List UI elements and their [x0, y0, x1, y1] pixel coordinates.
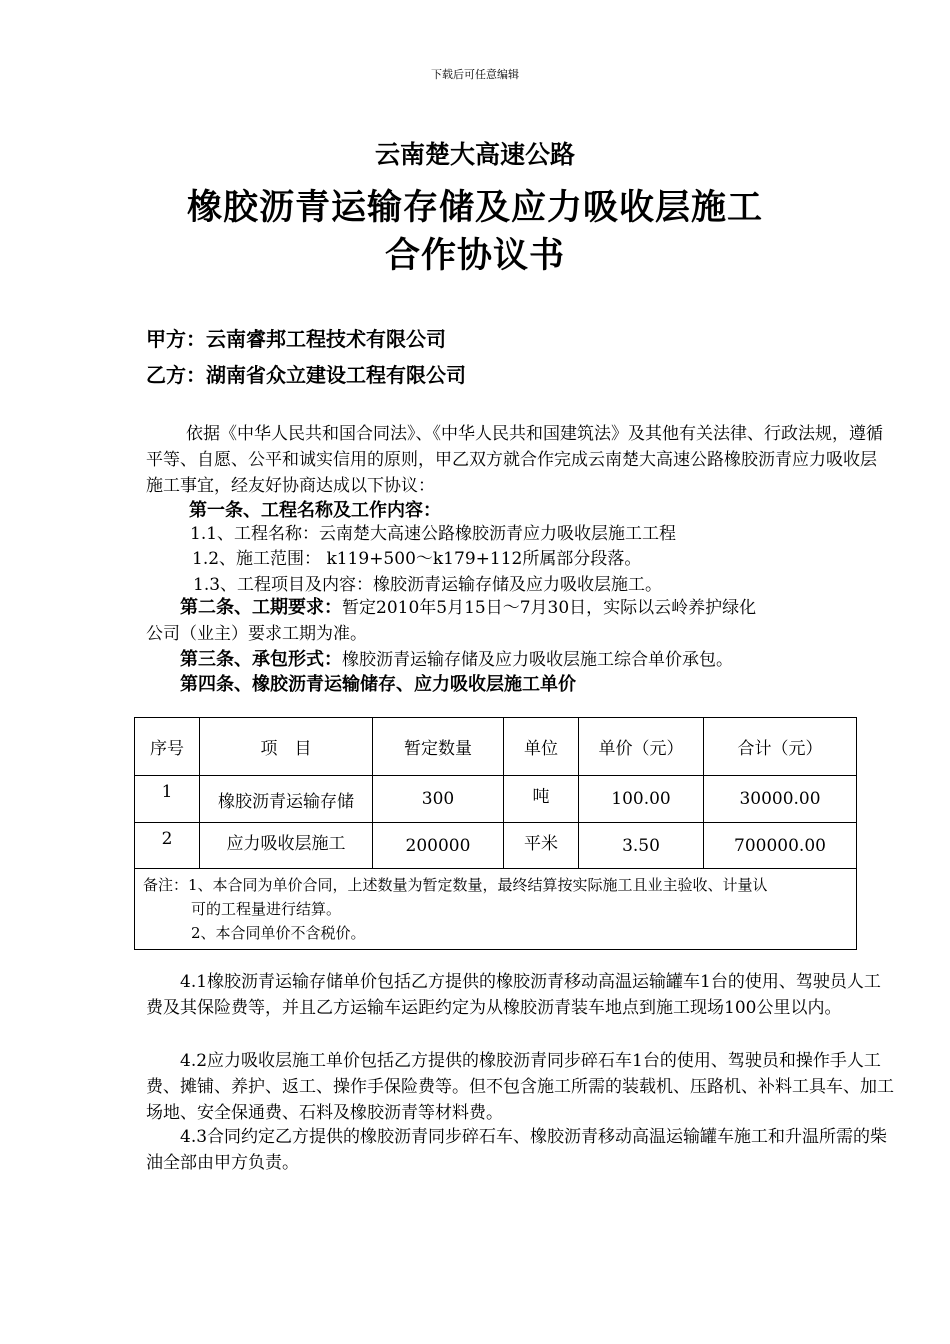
- note-line-3: 2、本合同单价不含税价。: [191, 924, 366, 942]
- table-note: [135, 869, 857, 950]
- table-row: [135, 776, 857, 823]
- table-cell: 700000.00: [704, 823, 857, 869]
- header-cell: 序号: [135, 718, 200, 776]
- note-line-1: 备注：1、本合同为单价合同，上述数量为暂定数量，最终结算按实际施工且业主验收、计量认: [143, 876, 768, 894]
- clause-4-1: 4.1橡胶沥青运输存储单价包括乙方提供的橡胶沥青移动高温运输罐车1台的使用、驾驶员人工费及其保险费等，并且乙方运输车运距约定为从橡胶沥青装车地点到施工现场100公里以内。: [146, 972, 881, 1018]
- article-2-title: 第二条、工期要求：: [180, 597, 342, 618]
- article-4-title: 第四条、橡胶沥青运输储存、应力吸收层施工单价: [180, 674, 576, 695]
- table-cell: 1: [135, 776, 200, 823]
- note-line-2: 可的工程量进行结算。: [191, 900, 342, 918]
- clause-4-2: 4.2应力吸收层施工单价包括乙方提供的橡胶沥青同步碎石车1台的使用、驾驶员和操作手人工费、摊铺、养护、返工、操作手保险费等。但不包含施工所需的装载机、压路机、补料工具车、加工场地、安全保通费、石料及橡胶沥青等材料费。: [146, 1051, 894, 1123]
- table-note-row: [135, 869, 857, 950]
- table-cell: 300: [373, 776, 504, 823]
- header-cell: 合计（元）: [704, 718, 857, 776]
- header-cell: 单位: [504, 718, 579, 776]
- party-b: 乙方：湖南省众立建设工程有限公司: [146, 363, 466, 387]
- party-a: 甲方：云南睿邦工程技术有限公司: [146, 327, 446, 351]
- article-1-item-3: 1.3、工程项目及内容：橡胶沥青运输存储及应力吸收层施工。: [193, 575, 663, 595]
- table-cell: 橡胶沥青运输存储: [200, 776, 373, 823]
- header-note: 下载后可任意编辑: [431, 68, 519, 81]
- title-line-1: 云南楚大高速公路: [374, 140, 575, 169]
- table-cell: 100.00: [579, 776, 704, 823]
- article-2-text-cont: 公司（业主）要求工期为准。: [146, 624, 367, 644]
- article-2: [180, 595, 890, 621]
- table-cell: 2: [135, 823, 200, 869]
- table-row: [135, 823, 857, 869]
- article-2-text: 暂定2010年5月15日～7月30日，实际以云岭养护绿化: [342, 598, 757, 618]
- intro-paragraph: 依据《中华人民共和国合同法》、《中华人民共和国建筑法》及其他有关法律、行政法规，遵循平等、自愿、公平和诚实信用的原则，甲乙双方就合作完成云南楚大高速公路橡胶沥青应力吸收层施工事宜，经友好协商达成以下协议：: [146, 424, 883, 496]
- title-line-3: 合作协议书: [384, 236, 565, 276]
- table-cell: 200000: [373, 823, 504, 869]
- header-cell: 单价（元）: [579, 718, 704, 776]
- table-cell: 30000.00: [704, 776, 857, 823]
- article-1-item-1: 1.1、工程名称：云南楚大高速公路橡胶沥青应力吸收层施工工程: [190, 524, 677, 544]
- table-cell: 应力吸收层施工: [200, 823, 373, 869]
- table-header-row: [135, 718, 857, 776]
- article-3-title: 第三条、承包形式：: [180, 649, 342, 670]
- table-cell: 3.50: [579, 823, 704, 869]
- price-table: [134, 717, 857, 950]
- title-line-2: 橡胶沥青运输存储及应力吸收层施工: [186, 188, 763, 228]
- header-cell: 项 目: [200, 718, 373, 776]
- table-cell: 平米: [504, 823, 579, 869]
- article-3-text: 橡胶沥青运输存储及应力吸收层施工综合单价承包。: [342, 650, 733, 670]
- article-1-item-2: 1.2、施工范围： k119+500～k179+112所属部分段落。: [192, 549, 642, 569]
- header-cell: 暂定数量: [373, 718, 504, 776]
- table-cell: 吨: [504, 776, 579, 823]
- clause-4-3: 4.3合同约定乙方提供的橡胶沥青同步碎石车、橡胶沥青移动高温运输罐车施工和升温所需的柴油全部由甲方负责。: [146, 1127, 888, 1173]
- article-1-title: 第一条、工程名称及工作内容：: [189, 500, 441, 521]
